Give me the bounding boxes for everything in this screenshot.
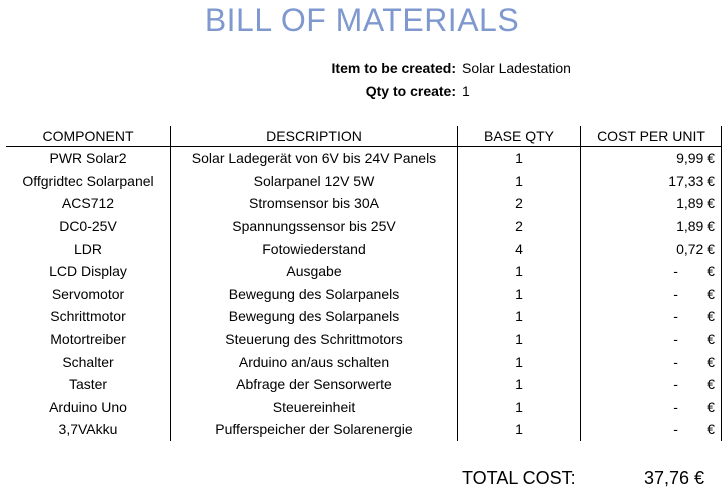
base-qty-cell: 1 xyxy=(458,396,581,419)
cost-per-unit-cell xyxy=(581,305,722,328)
component-cell: LDR xyxy=(6,237,171,260)
table-row xyxy=(6,260,722,283)
cost-per-unit-cell: 1,89 € xyxy=(581,215,722,238)
component-cell: Schrittmotor xyxy=(6,305,171,328)
page-title: BILL OF MATERIALS xyxy=(204,2,520,38)
description-cell: Solar Ladegerät von 6V bis 24V Panels xyxy=(171,147,458,170)
description-cell: Arduino an/aus schalten xyxy=(171,350,458,373)
cost-per-unit-cell xyxy=(581,373,722,396)
description-cell: Stromsensor bis 30A xyxy=(171,192,458,215)
item-to-create-label: Item to be created: xyxy=(331,60,456,76)
header-description: DESCRIPTION xyxy=(171,126,458,147)
component-cell: Schalter xyxy=(6,350,171,373)
cost-per-unit-cell xyxy=(581,350,722,373)
cost-currency: € xyxy=(707,285,715,302)
component-cell: ACS712 xyxy=(6,192,171,215)
base-qty-cell: 1 xyxy=(458,170,581,193)
description-cell: Ausgabe xyxy=(171,260,458,283)
base-qty-cell: 1 xyxy=(458,373,581,396)
component-cell: 3,7VAkku xyxy=(6,418,171,441)
cost-dash: - xyxy=(673,308,678,325)
cost-currency: € xyxy=(707,421,715,438)
qty-to-create-label: Qty to create: xyxy=(365,83,456,99)
cost-per-unit-cell xyxy=(581,283,722,306)
description-cell: Bewegung des Solarpanels xyxy=(171,283,458,306)
component-cell: LCD Display xyxy=(6,260,171,283)
base-qty-cell: 1 xyxy=(458,418,581,441)
component-cell: Offgridtec Solarpanel xyxy=(6,170,171,193)
item-to-create-row xyxy=(0,60,724,80)
table-row xyxy=(6,373,722,396)
cost-dash: - xyxy=(673,263,678,280)
cost-currency: € xyxy=(707,376,715,393)
base-qty-cell: 1 xyxy=(458,283,581,306)
cost-dash: - xyxy=(673,285,678,302)
table-row xyxy=(6,283,722,306)
qty-to-create-row xyxy=(0,83,724,103)
cost-currency: € xyxy=(707,263,715,280)
base-qty-cell: 1 xyxy=(458,147,581,170)
header-component: COMPONENT xyxy=(6,126,171,147)
cost-dash: - xyxy=(673,421,678,438)
cost-dash: - xyxy=(673,398,678,415)
component-cell: Motortreiber xyxy=(6,328,171,351)
total-cost-value: 37,76 € xyxy=(643,468,704,488)
description-cell: Abfrage der Sensorwerte xyxy=(171,373,458,396)
description-cell: Bewegung des Solarpanels xyxy=(171,305,458,328)
description-cell: Pufferspeicher der Solarenergie xyxy=(171,418,458,441)
cost-per-unit-cell: 0,72 € xyxy=(581,237,722,260)
base-qty-cell: 4 xyxy=(458,237,581,260)
base-qty-cell: 1 xyxy=(458,350,581,373)
cost-per-unit-cell xyxy=(581,418,722,441)
base-qty-cell: 1 xyxy=(458,305,581,328)
description-cell: Solarpanel 12V 5W xyxy=(171,170,458,193)
table-row xyxy=(6,328,722,351)
bom-table xyxy=(6,126,722,441)
component-cell: Servomotor xyxy=(6,283,171,306)
cost-per-unit-cell: 9,99 € xyxy=(581,147,722,170)
cost-per-unit-cell: 1,89 € xyxy=(581,192,722,215)
component-cell: DC0-25V xyxy=(6,215,171,238)
header-cost-per-unit: COST PER UNIT xyxy=(581,126,722,147)
base-qty-cell: 1 xyxy=(458,260,581,283)
cost-dash: - xyxy=(673,331,678,348)
description-cell: Fotowiederstand xyxy=(171,237,458,260)
table-header-row xyxy=(6,126,722,147)
cost-currency: € xyxy=(707,308,715,325)
table-row xyxy=(6,396,722,419)
component-cell: Arduino Uno xyxy=(6,396,171,419)
cost-dash: - xyxy=(673,376,678,393)
total-cost-label: TOTAL COST: xyxy=(462,468,576,488)
cost-per-unit-cell: 17,33 € xyxy=(581,170,722,193)
table-row xyxy=(6,215,722,238)
base-qty-cell: 1 xyxy=(458,328,581,351)
description-cell: Spannungssensor bis 25V xyxy=(171,215,458,238)
cost-per-unit-cell xyxy=(581,328,722,351)
table-row xyxy=(6,192,722,215)
cost-per-unit-cell xyxy=(581,260,722,283)
table-row xyxy=(6,350,722,373)
header-base-qty: BASE QTY xyxy=(458,126,581,147)
bom-table-body xyxy=(6,147,722,441)
cost-currency: € xyxy=(707,398,715,415)
component-cell: Taster xyxy=(6,373,171,396)
base-qty-cell: 2 xyxy=(458,215,581,238)
component-cell: PWR Solar2 xyxy=(6,147,171,170)
description-cell: Steuerung des Schrittmotors xyxy=(171,328,458,351)
table-row xyxy=(6,147,722,170)
table-row xyxy=(6,305,722,328)
qty-to-create-value: 1 xyxy=(462,83,470,99)
cost-currency: € xyxy=(707,353,715,370)
cost-per-unit-cell xyxy=(581,396,722,419)
table-row xyxy=(6,237,722,260)
cost-currency: € xyxy=(707,331,715,348)
item-to-create-value: Solar Ladestation xyxy=(462,60,571,76)
table-row xyxy=(6,418,722,441)
cost-dash: - xyxy=(673,353,678,370)
table-row xyxy=(6,170,722,193)
description-cell: Steuereinheit xyxy=(171,396,458,419)
base-qty-cell: 2 xyxy=(458,192,581,215)
